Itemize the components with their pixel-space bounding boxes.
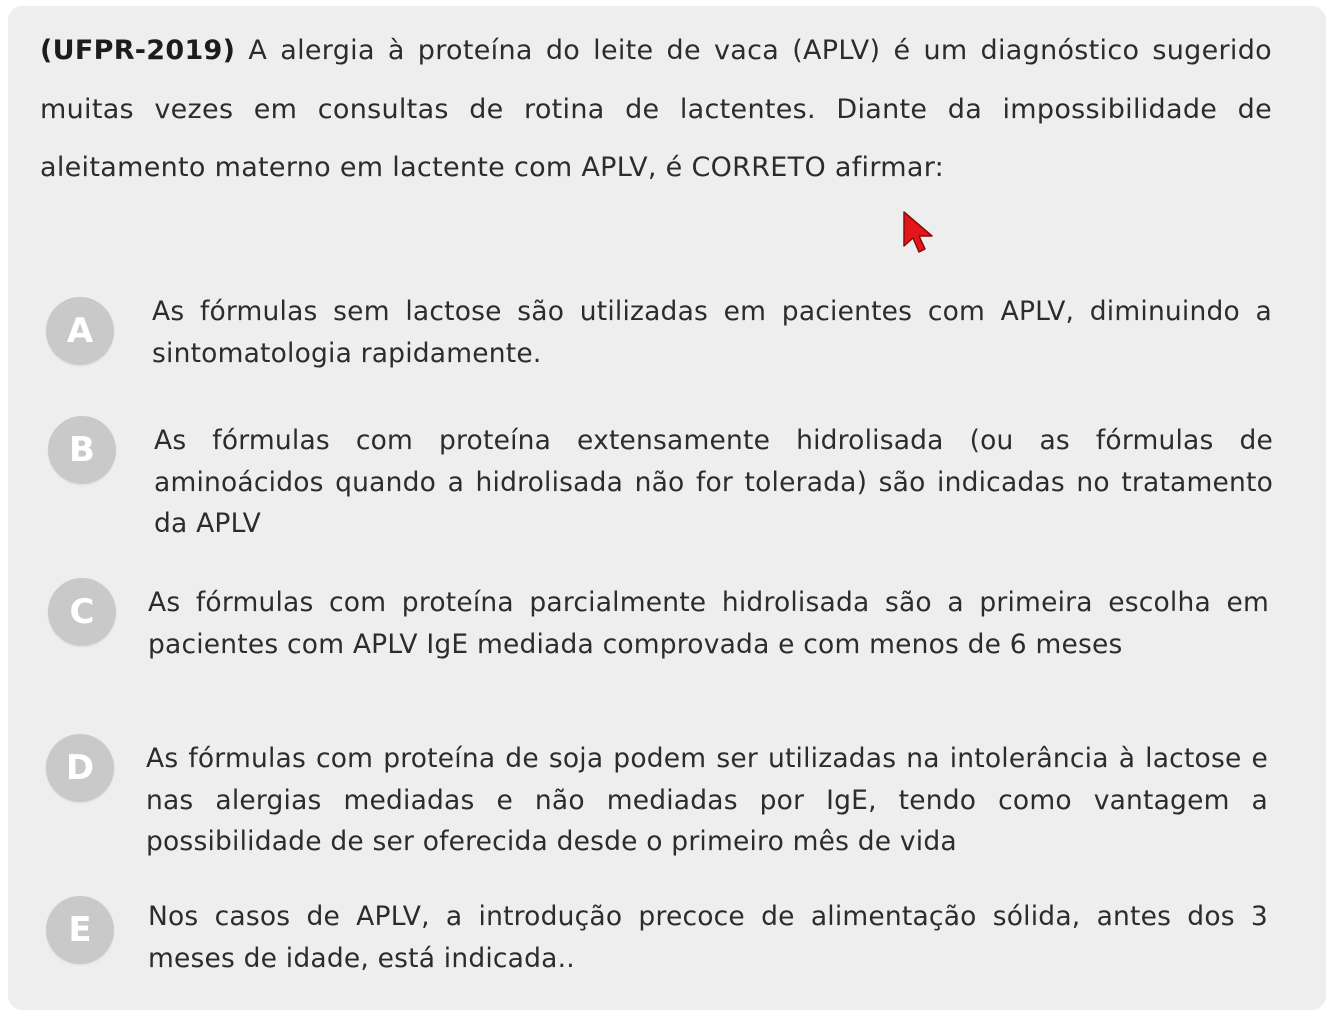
option-letter-badge[interactable]: C [48, 578, 116, 646]
option-text[interactable]: As fórmulas com proteína extensamente hidrolisada (ou as fórmulas de aminoácidos quando a hidrolisada não for tolerada) são indicadas no tratamento da APLV [154, 425, 1273, 539]
option-letter-badge[interactable]: E [46, 896, 114, 964]
option-letter-badge[interactable]: B [48, 416, 116, 484]
question-statement [40, 22, 1272, 198]
option-text[interactable]: As fórmulas com proteína parcialmente hidrolisada são a primeira escolha em pacientes com APLV IgE mediada comprovada e com menos de 6 meses [148, 587, 1269, 660]
mouse-pointer-icon [902, 210, 936, 256]
option-letter-badge[interactable]: A [46, 297, 114, 365]
question-text: A alergia à proteína do leite de vaca (APLV) é um diagnóstico sugerido muitas vezes em consultas de rotina de lactentes. Diante da impossibilidade de aleitamento materno em lactente com APLV, é CORRETO afirmar: [40, 35, 1272, 183]
option-text[interactable]: Nos casos de APLV, a introdução precoce de alimentação sólida, antes dos 3 meses de idade, está indicada.. [148, 901, 1268, 974]
option-text[interactable]: As fórmulas com proteína de soja podem ser utilizadas na intolerância à lactose e nas alergias mediadas e não mediadas por IgE, tendo como vantagem a possibilidade de ser oferecida desde o primeiro mês de vida [146, 743, 1268, 857]
option-letter-badge[interactable]: D [46, 734, 114, 802]
question-source: (UFPR-2019) [40, 35, 236, 66]
option-text[interactable]: As fórmulas sem lactose são utilizadas em pacientes com APLV, diminuindo a sintomatologia rapidamente. [152, 296, 1272, 369]
